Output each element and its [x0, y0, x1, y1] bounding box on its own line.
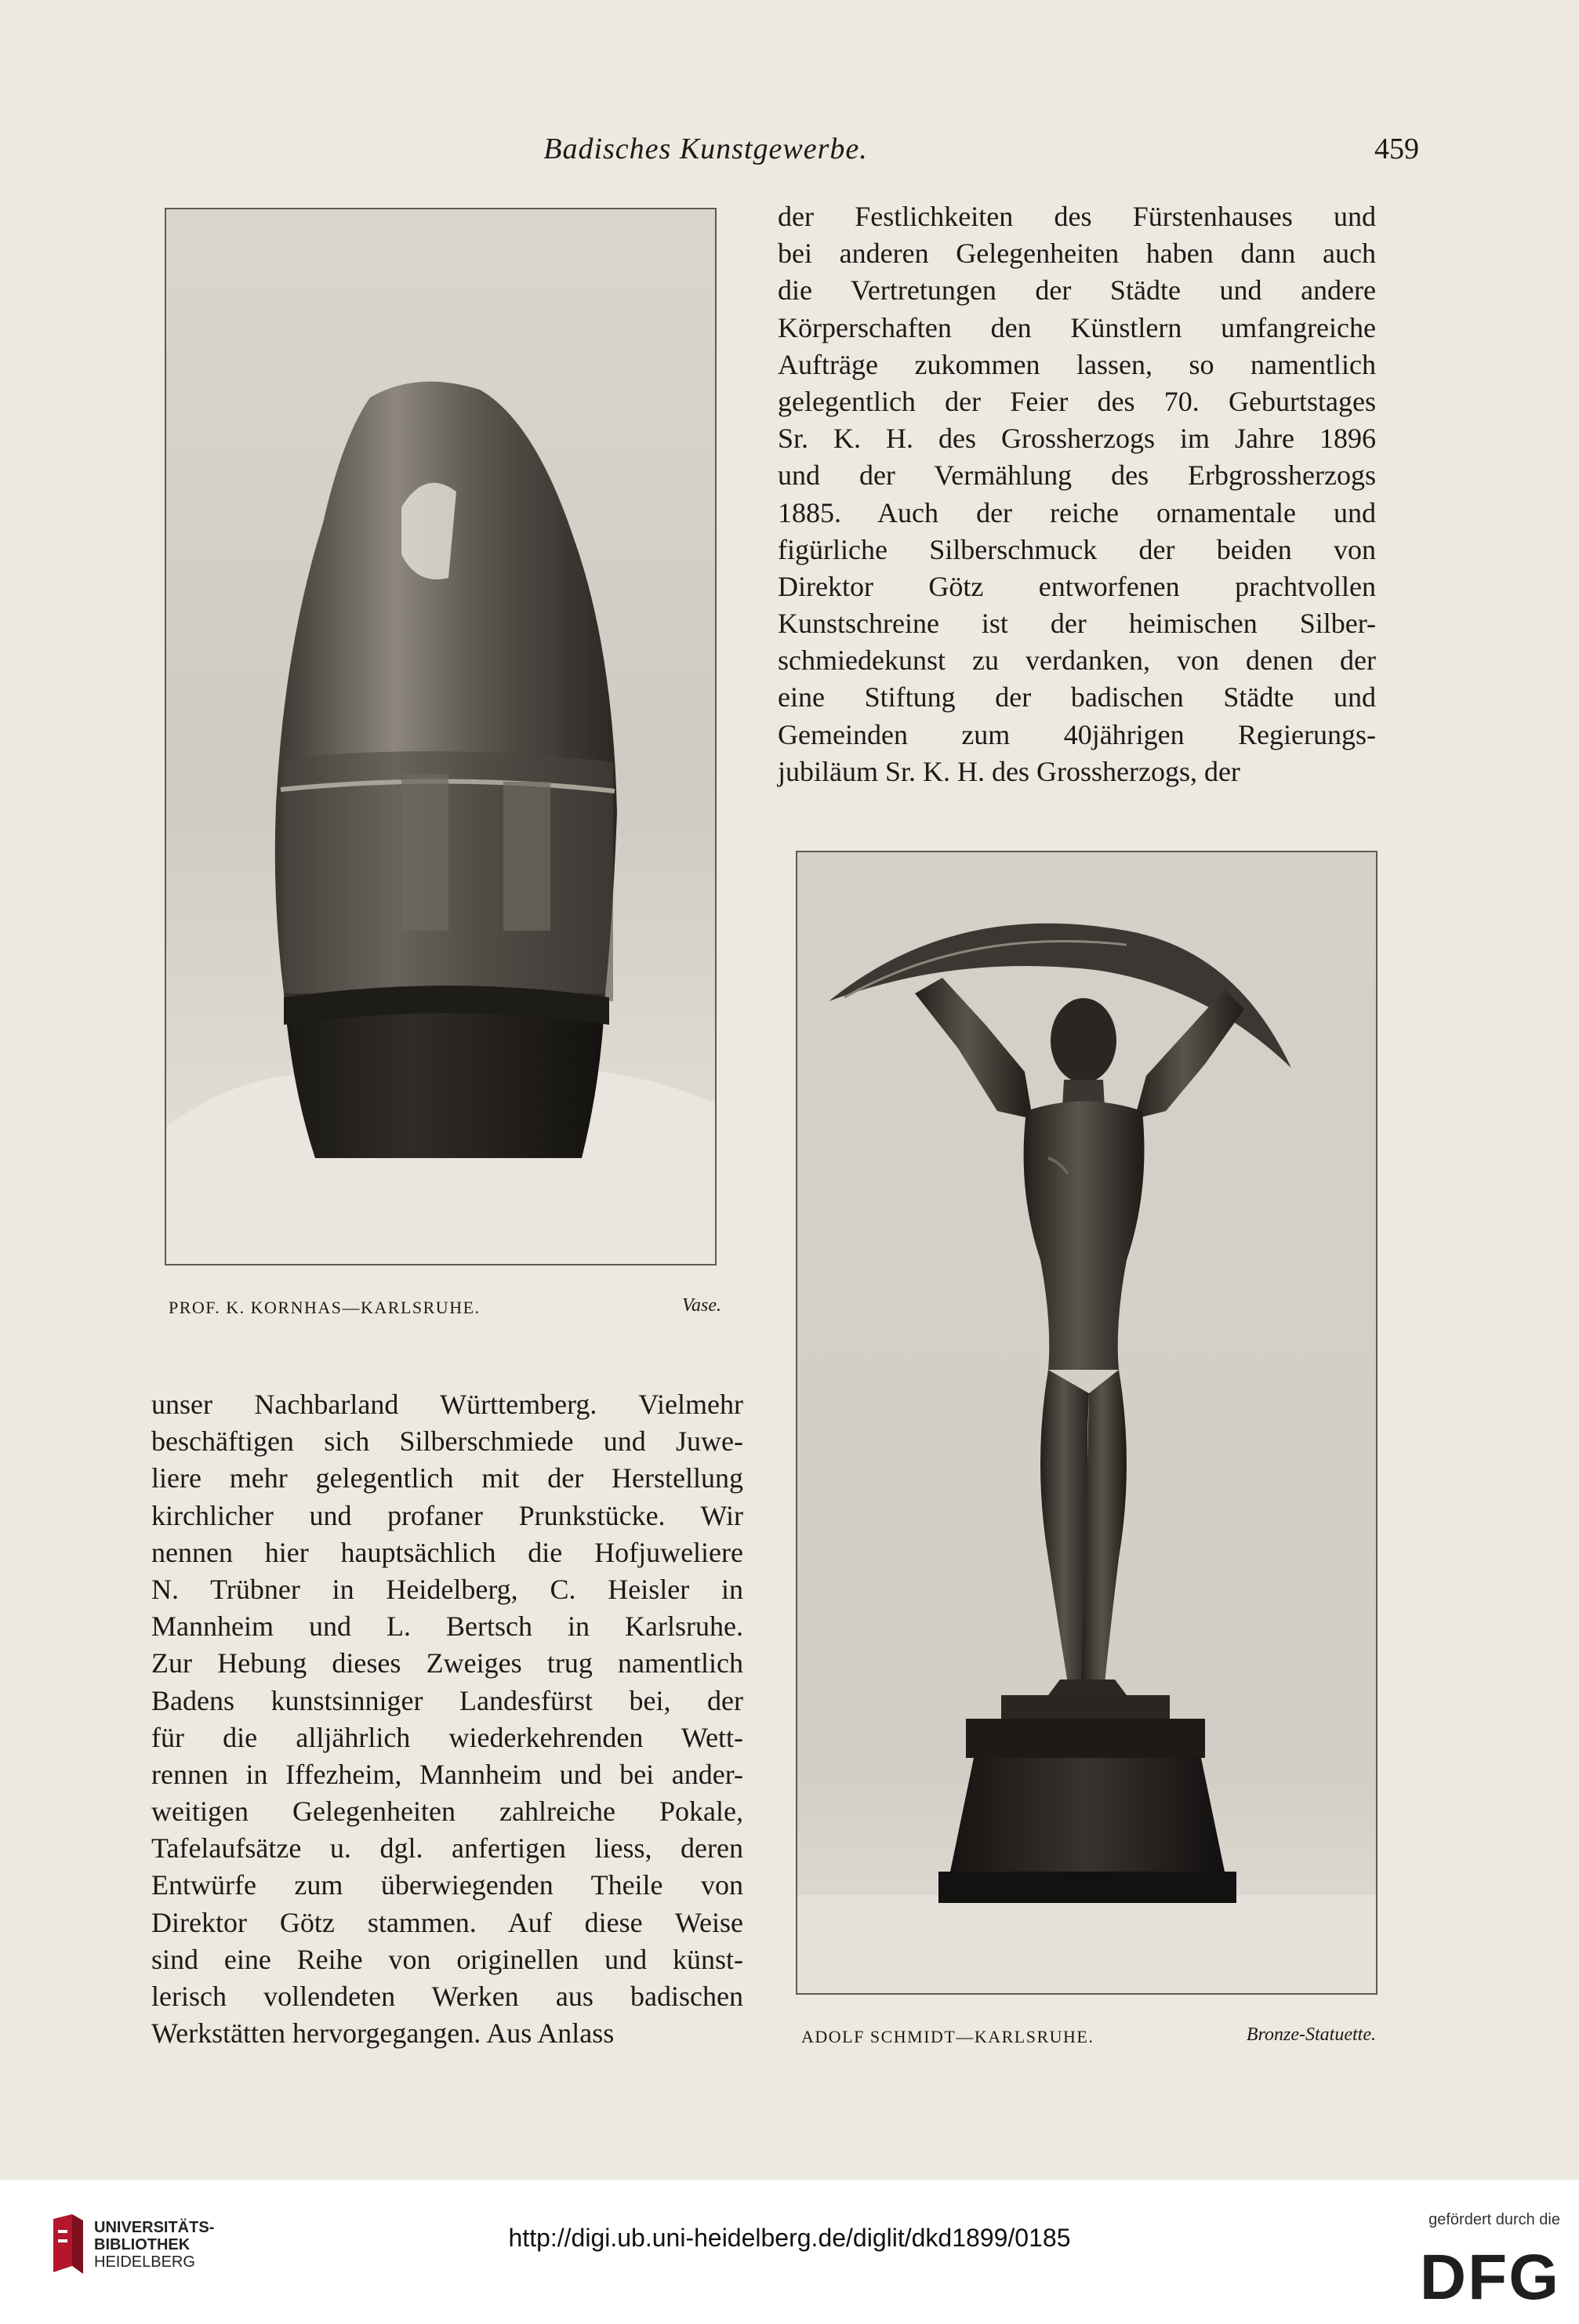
- text-line: für die alljährlich wiederkehrenden Wett-: [151, 1721, 743, 1753]
- text-line: Sr. K. H. des Grossherzogs im Jahre 1896: [778, 423, 1376, 455]
- text-line: schmiedekunst zu verdanken, von denen der: [778, 645, 1376, 677]
- text-line: der Festlichkeiten des Fürstenhauses und: [778, 201, 1376, 232]
- text-line: sind eine Reihe von originellen und künst-: [151, 1943, 743, 1975]
- text-line: weitigen Gelegenheiten zahlreiche Pokale,: [151, 1796, 743, 1828]
- text-line: figürliche Silberschmuck der beiden von: [778, 533, 1376, 565]
- digitization-footer: [0, 2180, 1579, 2324]
- text-line: beschäftigen sich Silberschmiede und Juwe-: [151, 1425, 743, 1458]
- text-line: lerisch vollendeten Werken aus badischen: [151, 1981, 743, 2012]
- text-line: Entwürfe zum überwiegenden Theile von: [151, 1869, 743, 1901]
- statuette-caption-title: Bronze-Statuette.: [1246, 2024, 1376, 2045]
- text-line: bei anderen Gelegenheiten haben dann auch: [778, 238, 1376, 270]
- text-line: Mannheim und L. Bertsch in Karlsruhe.: [151, 1610, 743, 1643]
- text-line: Körperschaften den Künstlern umfangreiche: [778, 311, 1376, 343]
- text-line: Tafelaufsätze u. dgl. anfertigen liess, deren: [151, 1832, 743, 1865]
- text-line: jubiläum Sr. K. H. des Grossherzogs, der: [778, 755, 1240, 787]
- text-line: Gemeinden zum 40jährigen Regierungs-: [778, 718, 1376, 750]
- institution-line: HEIDELBERG: [94, 2253, 195, 2271]
- text-line: rennen in Iffezheim, Mannheim und bei ander-: [151, 1758, 743, 1790]
- text-line: die Vertretungen der Städte und andere: [778, 274, 1376, 307]
- institution-line: BIBLIOTHEK: [94, 2236, 191, 2253]
- statuette-figure: [796, 851, 1378, 1995]
- vase-caption-artist: PROF. K. KORNHAS—KARLSRUHE.: [169, 1298, 481, 1317]
- funding-note: gefördert durch die: [1428, 2211, 1560, 2228]
- running-head: [0, 132, 1579, 171]
- text-line: unser Nachbarland Württemberg. Vielmehr: [151, 1389, 743, 1420]
- bronze-statuette-photograph-icon: [797, 852, 1376, 1993]
- text-line: Aufträge zukommen lassen, so namentlich: [778, 348, 1376, 380]
- vase-figure: [165, 208, 717, 1265]
- text-line: nennen hier hauptsächlich die Hofjuweliere: [151, 1536, 743, 1568]
- page-number: 459: [1374, 133, 1419, 165]
- text-line: gelegentlich der Feier des 70. Geburtstages: [778, 385, 1376, 417]
- running-title: Badisches Kunstgewerbe.: [543, 133, 868, 165]
- text-line: und der Vermählung des Erbgrossherzogs: [778, 459, 1376, 492]
- text-line: Badens kunstsinniger Landesfürst bei, der: [151, 1684, 743, 1716]
- text-line: Werkstätten hervorgegangen. Aus Anlass: [151, 2017, 615, 2050]
- statuette-caption-artist: ADOLF SCHMIDT—KARLSRUHE.: [801, 2027, 1094, 2046]
- text-line: Kunstschreine ist der heimischen Silber-: [778, 608, 1376, 640]
- text-line: eine Stiftung der badischen Städte und: [778, 681, 1376, 714]
- text-line: kirchlicher und profaner Prunkstücke. Wir: [151, 1499, 743, 1531]
- permalink-url[interactable]: http://digi.ub.uni-heidelberg.de/diglit/dkd1899/0185: [508, 2224, 1071, 2252]
- dfg-logo: DFG: [1419, 2242, 1560, 2313]
- text-line: N. Trübner in Heidelberg, C. Heisler in: [151, 1573, 743, 1605]
- text-column-right-top: [778, 198, 1376, 790]
- text-line: Direktor Götz stammen. Auf diese Weise: [151, 1906, 743, 1938]
- text-line: Direktor Götz entworfenen prachtvollen: [778, 570, 1376, 602]
- text-line: liere mehr gelegentlich mit der Herstellung: [151, 1462, 743, 1494]
- institution-line: UNIVERSITÄTS-: [94, 2219, 215, 2236]
- text-line: Zur Hebung dieses Zweiges trug namentlich: [151, 1647, 743, 1679]
- text-column-left-bottom: [151, 1386, 743, 2052]
- vase-photograph-icon: [166, 209, 715, 1264]
- text-line: 1885. Auch der reiche ornamentale und: [778, 496, 1376, 528]
- vase-caption-title: Vase.: [682, 1295, 721, 1316]
